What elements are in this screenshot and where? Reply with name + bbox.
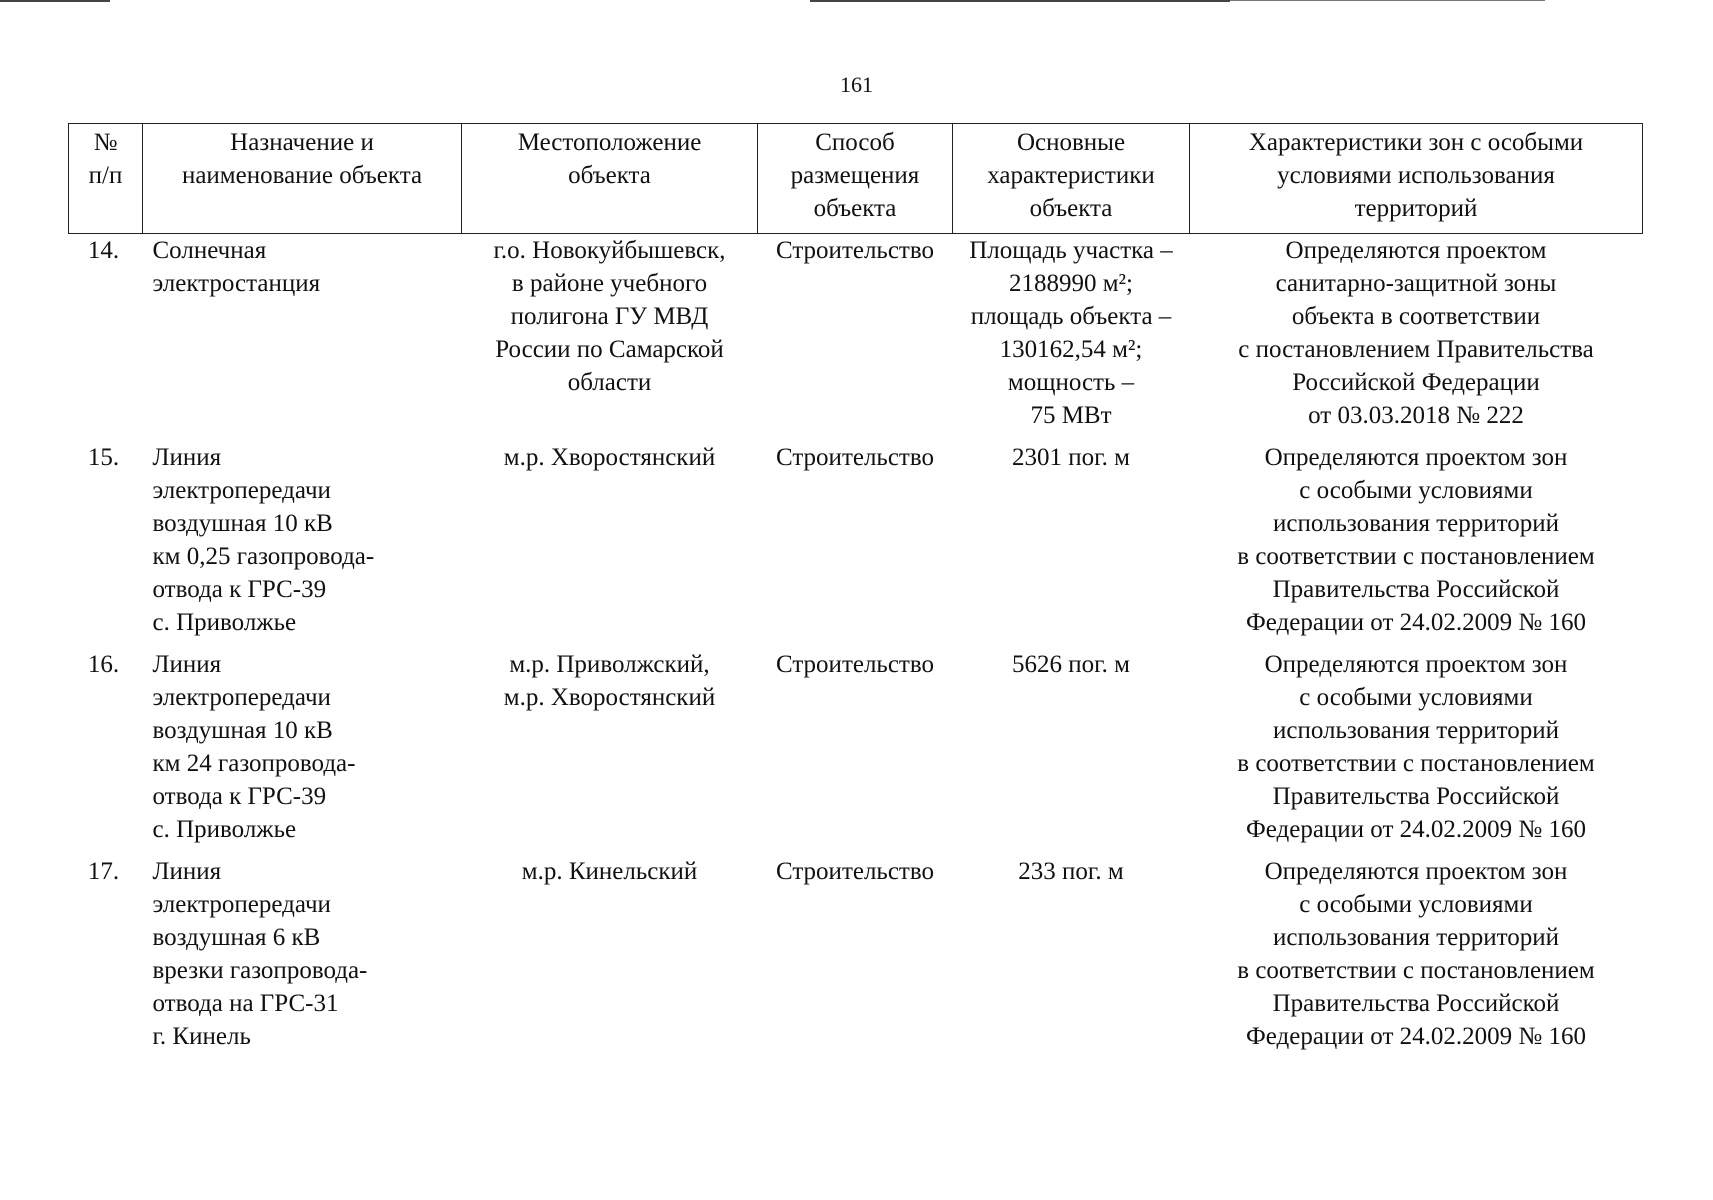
placement-method: Строительство [775, 651, 934, 678]
row-number: 15. [87, 444, 120, 471]
header-purpose-name: Назначение и наименование объекта [143, 124, 462, 234]
row-number: 16. [87, 651, 120, 678]
scan-edge-line [0, 0, 110, 2]
scan-edge-line [810, 0, 1230, 2]
header-placement-method: Способ размещения объекта [758, 124, 953, 234]
zone-characteristics: Определяются проектом зон с особыми условиями использования территорий в соответствии с постановлением Правительства Российской Федерации от 24.02.2009 № 160 [1237, 858, 1595, 1050]
zone-characteristics: Определяются проектом зон с особыми условиями использования территорий в соответствии с постановлением Правительства Российской Федерации от 24.02.2009 № 160 [1237, 651, 1595, 843]
object-characteristics: 5626 пог. м [1012, 651, 1130, 678]
placement-method: Строительство [775, 444, 934, 471]
row-number: 17. [87, 858, 120, 885]
scan-edge-line [1230, 0, 1545, 1]
object-location: м.р. Кинельский [521, 858, 698, 885]
page-number: 161 [840, 72, 873, 97]
header-location: Местоположение объекта [462, 124, 758, 234]
object-location: м.р. Приволжский, м.р. Хворостянский [503, 651, 716, 711]
placement-method: Строительство [775, 858, 934, 885]
objects-table [68, 123, 1643, 1062]
object-name: Линия электропередачи воздушная 10 кВ км 24 газопровода- отвода к ГРС-39 с. Приволжье [152, 651, 356, 843]
object-location: м.р. Хворостянский [503, 444, 716, 471]
object-name: Линия электропередачи воздушная 6 кВ врезки газопровода- отвода на ГРС-31 г. Кинель [152, 858, 368, 1050]
table-row [69, 441, 1643, 648]
object-location: г.о. Новокуйбышевск, в районе учебного полигона ГУ МВД России по Самарской области [493, 237, 726, 396]
object-characteristics: Площадь участка – 2188990 м²; площадь объекта – 130162,54 м²; мощность – 75 МВт [969, 237, 1173, 429]
row-number: 14. [87, 237, 120, 264]
object-characteristics: 2301 пог. м [1012, 444, 1130, 471]
object-name: Линия электропередачи воздушная 10 кВ км 0,25 газопровода- отвода к ГРС-39 с. Приволжье [152, 444, 375, 636]
table-row [69, 234, 1643, 442]
zone-characteristics: Определяются проектом зон с особыми условиями использования территорий в соответствии с постановлением Правительства Российской Федерации от 24.02.2009 № 160 [1237, 444, 1595, 636]
table-header [69, 124, 1643, 234]
table-row [69, 855, 1643, 1062]
placement-method: Строительство [775, 237, 934, 264]
zone-characteristics: Определяются проектом санитарно-защитной зоны объекта в соответствии с постановлением Правительства Российской Федерации от 03.03.2018 № 222 [1238, 237, 1594, 429]
header-main-characteristics: Основные характеристики объекта [953, 124, 1190, 234]
header-number: № п/п [69, 124, 143, 234]
table-body [69, 234, 1643, 1063]
table-row [69, 648, 1643, 855]
object-characteristics: 233 пог. м [1018, 858, 1124, 885]
object-name: Солнечная электростанция [152, 237, 321, 297]
header-zone-characteristics: Характеристики зон с особыми условиями использования территорий [1190, 124, 1643, 234]
